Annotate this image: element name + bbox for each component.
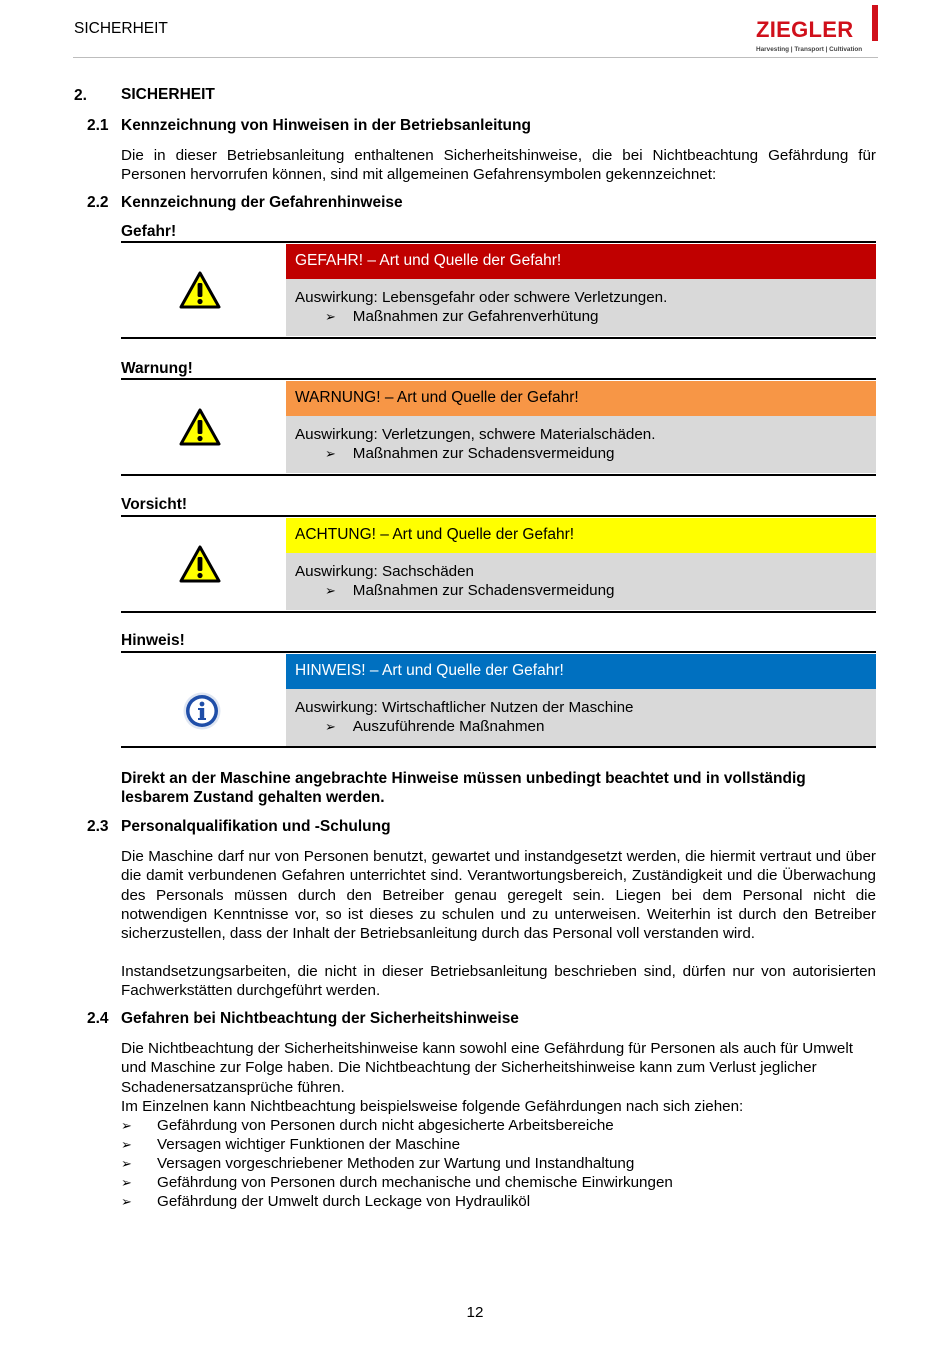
bullet-arrow-icon: ➢ [121, 1118, 132, 1133]
header-title: SICHERHEIT [74, 20, 168, 37]
box-header [286, 244, 876, 279]
list-item-text: Gefährdung von Personen durch nicht abgesicherte Arbeitsbereiche [157, 1117, 614, 1134]
bullet-arrow-icon: ➢ [121, 1156, 132, 1171]
label-vorsicht: Vorsicht! [121, 496, 188, 513]
subsection-number-2-3: 2.3 [87, 818, 109, 835]
box-measure: Maßnahmen zur Schadensvermeidung [352, 582, 615, 599]
box-header-text: HINWEIS! – Art und Quelle der Gefahr! [295, 662, 564, 679]
box-measure: Maßnahmen zur Gefahrenverhütung [352, 308, 599, 325]
hazard-box-warnung [121, 378, 876, 476]
subsection-title-2-2: Kennzeichnung der Gefahrenhinweise [121, 194, 403, 211]
box-bottom-rule [121, 474, 876, 476]
box-top-rule [121, 651, 876, 653]
box-effect: Auswirkung: Sachschäden [295, 563, 474, 580]
box-top-rule [121, 378, 876, 380]
subsection-number-2-2: 2.2 [87, 194, 109, 211]
warning-triangle-icon [179, 271, 221, 309]
warning-triangle-icon [179, 545, 221, 583]
list-item-text: Gefährdung der Umwelt durch Leckage von Hydrauliköl [157, 1193, 531, 1210]
bullet-arrow-icon: ➢ [325, 309, 336, 324]
box-effect: Auswirkung: Verletzungen, schwere Materialschäden. [295, 426, 656, 443]
box-effect: Auswirkung: Lebensgefahr oder schwere Verletzungen. [295, 289, 668, 306]
section-title: SICHERHEIT [121, 86, 215, 103]
box-header [286, 381, 876, 416]
box-measure-line [325, 718, 544, 735]
bullet-arrow-icon: ➢ [325, 583, 336, 598]
list-item-text: Gefährdung von Personen durch mechanische und chemische Einwirkungen [157, 1174, 673, 1191]
box-header [286, 654, 876, 689]
box-measure-line [325, 308, 598, 325]
ziegler-logo [754, 3, 882, 57]
box-top-rule [121, 515, 876, 517]
box-effect: Auswirkung: Wirtschaftlicher Nutzen der Maschine [295, 699, 634, 716]
section-number: 2. [74, 87, 87, 104]
paragraph-2-4-b: Im Einzelnen kann Nichtbeachtung beispielsweise folgende Gefährdungen nach sich ziehen: [121, 1098, 744, 1115]
paragraph-2-1: Die in dieser Betriebsanleitung enthaltenen Sicherheitshinweise, die bei Nichtbeachtung Gefährdung für Personen hervorrufen können, sind mit allgemeinen Gefahrensymbolen gekennzeichnet: [121, 147, 876, 184]
page-number: 12 [466, 1304, 484, 1321]
box-body [286, 553, 876, 610]
bullet-arrow-icon: ➢ [325, 446, 336, 461]
bullet-arrow-icon: ➢ [121, 1175, 132, 1190]
bullet-arrow-icon: ➢ [121, 1194, 132, 1209]
list-item-text: Versagen vorgeschriebener Methoden zur Wartung und Instandhaltung [157, 1155, 635, 1172]
label-hinweis: Hinweis! [121, 632, 185, 649]
subsection-title-2-3: Personalqualifikation und -Schulung [121, 818, 391, 835]
box-header [286, 518, 876, 553]
logo-bar [872, 5, 878, 41]
bullet-arrow-icon: ➢ [121, 1137, 132, 1152]
box-bottom-rule [121, 746, 876, 748]
hazard-box-hinweis [121, 651, 876, 749]
subsection-title-2-1: Kennzeichnung von Hinweisen in der Betriebsanleitung [121, 117, 531, 134]
label-warnung: Warnung! [121, 360, 193, 377]
paragraph-2-3-b: Instandsetzungsarbeiten, die nicht in dieser Betriebsanleitung beschrieben sind, dürfen nur von autorisierten Fachwerkstätten durchgeführt werden. [121, 963, 876, 1000]
info-icon [182, 691, 222, 731]
hazard-box-vorsicht [121, 515, 876, 613]
box-top-rule [121, 241, 876, 243]
box-body [286, 689, 876, 746]
paragraph-2-3-a: Die Maschine darf nur von Personen benutzt, gewartet und instandgesetzt werden, die hiermit vertraut und über die damit verbundenen Gefahren unterrichtet sind. Verantwortungsbereich, Zuständigkeit und die Überwachung des Personals müssen durch den Betreiber genau geregelt sein. Liegen bei dem Personal nicht die notwendigen Kenntnisse vor, so ist dieses zu schulen und zu unterweisen. Weiterhin ist durch den Betreiber sicherzustellen, dass der Inhalt der Betriebsanleitung durch das Personal voll verstanden wird. [121, 848, 876, 943]
bullet-arrow-icon: ➢ [325, 719, 336, 734]
box-body [286, 416, 876, 473]
logo-wordmark: ZIEGLER [756, 17, 854, 42]
logo-tagline: Harvesting | Transport | Cultivation [756, 46, 863, 53]
box-measure-line [325, 582, 615, 599]
subsection-number-2-4: 2.4 [87, 1010, 109, 1027]
header-divider [73, 57, 878, 58]
box-measure: Maßnahmen zur Schadensvermeidung [352, 445, 615, 462]
list-item-text: Versagen wichtiger Funktionen der Maschine [157, 1136, 461, 1153]
box-header-text: ACHTUNG! – Art und Quelle der Gefahr! [295, 526, 575, 543]
box-body [286, 279, 876, 336]
hazard-box-gefahr [121, 241, 876, 339]
box-bottom-rule [121, 337, 876, 339]
warning-triangle-icon [179, 408, 221, 446]
label-gefahr: Gefahr! [121, 223, 177, 240]
box-measure-line [325, 445, 615, 462]
paragraph-2-4-a: Die Nichtbeachtung der Sicherheitshinweise kann sowohl eine Gefährdung für Personen als auch für Umwelt und Maschine zur Folge haben. Die Nichtbeachtung der Sicherheitshinweise kann zum Verlust jeglicher Schadenersatzansprüche führen. [121, 1040, 853, 1096]
box-header-text: WARNUNG! – Art und Quelle der Gefahr! [295, 389, 579, 406]
box-measure: Auszuführende Maßnahmen [352, 718, 545, 735]
safety-note: Direkt an der Maschine angebrachte Hinweise müssen unbedingt beachtet und in vollständig lesbarem Zustand gehalten werden. [121, 770, 806, 807]
subsection-title-2-4: Gefahren bei Nichtbeachtung der Sicherheitshinweise [121, 1010, 519, 1027]
box-bottom-rule [121, 611, 876, 613]
box-header-text: GEFAHR! – Art und Quelle der Gefahr! [295, 252, 562, 269]
subsection-number-2-1: 2.1 [87, 117, 109, 134]
